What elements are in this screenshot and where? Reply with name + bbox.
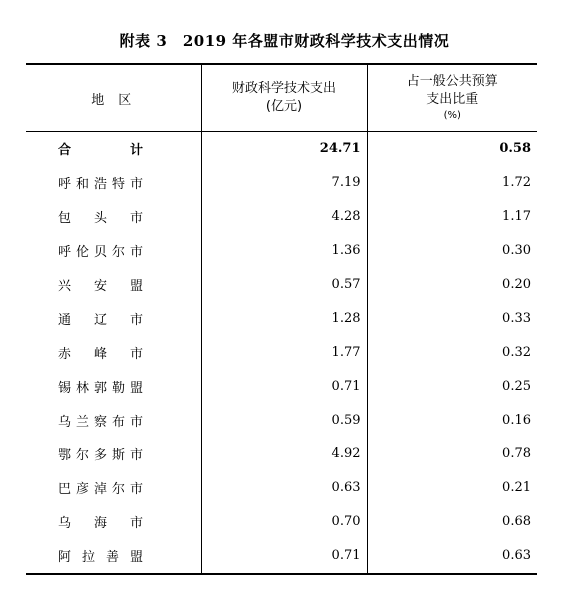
region-name: 鄂 尔 多 斯 市 [58, 448, 144, 464]
region-cell [26, 403, 201, 437]
table-row [26, 471, 537, 505]
header-ratio [367, 64, 537, 132]
ratio-cell: 0.32 [367, 335, 537, 369]
header-expense-label: 财政科学技术支出 [231, 81, 336, 96]
ratio-cell: 0.21 [367, 471, 537, 505]
ratio-cell: 0.78 [367, 437, 537, 471]
region-cell [26, 369, 201, 403]
table-row [26, 335, 537, 369]
total-row [26, 132, 537, 166]
region-cell [26, 437, 201, 471]
ratio-cell: 0.33 [367, 301, 537, 335]
region-name: 乌 兰 察 布 市 [58, 414, 144, 430]
ratio-cell: 1.72 [367, 166, 537, 200]
region-name: 锡 林 郭 勒 盟 [58, 380, 144, 396]
ratio-cell: 0.63 [367, 539, 537, 574]
region-cell [26, 301, 201, 335]
ratio-cell: 1.17 [367, 200, 537, 234]
header-expense-unit: (亿元) [265, 99, 303, 114]
header-expense [201, 64, 367, 132]
table-row [26, 505, 537, 539]
region-name: 呼 和 浩 特 市 [58, 177, 144, 193]
header-ratio-unit: (%) [443, 110, 461, 121]
expense-cell: 4.92 [201, 437, 367, 471]
data-table [26, 63, 537, 575]
header-ratio-line2: 支出比重 [426, 92, 479, 107]
expense-cell: 0.57 [201, 268, 367, 302]
region-name: 兴 安 盟 [58, 279, 144, 294]
header-region-label: 地区 [91, 92, 146, 108]
expense-cell: 0.63 [201, 471, 367, 505]
region-name: 合 计 [58, 143, 144, 159]
region-cell [26, 200, 201, 234]
ratio-cell: 0.16 [367, 403, 537, 437]
header-region [26, 64, 201, 132]
region-name: 乌 海 市 [58, 516, 144, 532]
expense-cell: 1.77 [201, 335, 367, 369]
table-row [26, 437, 537, 471]
table-row [26, 200, 537, 234]
table-row [26, 403, 537, 437]
table-row [26, 268, 537, 302]
region-name: 呼 伦 贝 尔 市 [58, 245, 144, 261]
header-ratio-line1: 占一般公共预算 [406, 74, 498, 89]
region-cell [26, 132, 201, 166]
expense-cell: 0.59 [201, 403, 367, 437]
table-row [26, 301, 537, 335]
expense-cell: 1.28 [201, 301, 367, 335]
expense-cell: 1.36 [201, 234, 367, 268]
ratio-cell: 0.30 [367, 234, 537, 268]
table-header [26, 64, 537, 132]
region-name: 包 头 市 [58, 211, 144, 227]
expense-cell: 0.70 [201, 505, 367, 539]
region-cell [26, 166, 201, 200]
table-body [26, 132, 537, 574]
region-name: 通 辽 市 [58, 312, 144, 328]
region-cell [26, 471, 201, 505]
table-row [26, 539, 537, 574]
table-title: 附表 3 2019 年各盟市财政科学技术支出情况 [119, 32, 450, 50]
expense-cell: 0.71 [201, 369, 367, 403]
region-cell [26, 234, 201, 268]
region-cell [26, 505, 201, 539]
region-cell [26, 268, 201, 302]
ratio-cell: 0.20 [367, 268, 537, 302]
expense-cell: 0.71 [201, 539, 367, 574]
expense-cell: 24.71 [201, 132, 367, 166]
ratio-cell: 0.25 [367, 369, 537, 403]
region-cell [26, 335, 201, 369]
table-row [26, 369, 537, 403]
expense-cell: 7.19 [201, 166, 367, 200]
region-name: 赤 峰 市 [58, 346, 144, 362]
table-row [26, 234, 537, 268]
region-name: 巴 彦 淖 尔 市 [58, 482, 144, 498]
region-cell [26, 539, 201, 574]
table-row [26, 166, 537, 200]
region-name: 阿 拉 善 盟 [58, 550, 144, 566]
expense-cell: 4.28 [201, 200, 367, 234]
ratio-cell: 0.68 [367, 505, 537, 539]
ratio-cell: 0.58 [367, 132, 537, 166]
